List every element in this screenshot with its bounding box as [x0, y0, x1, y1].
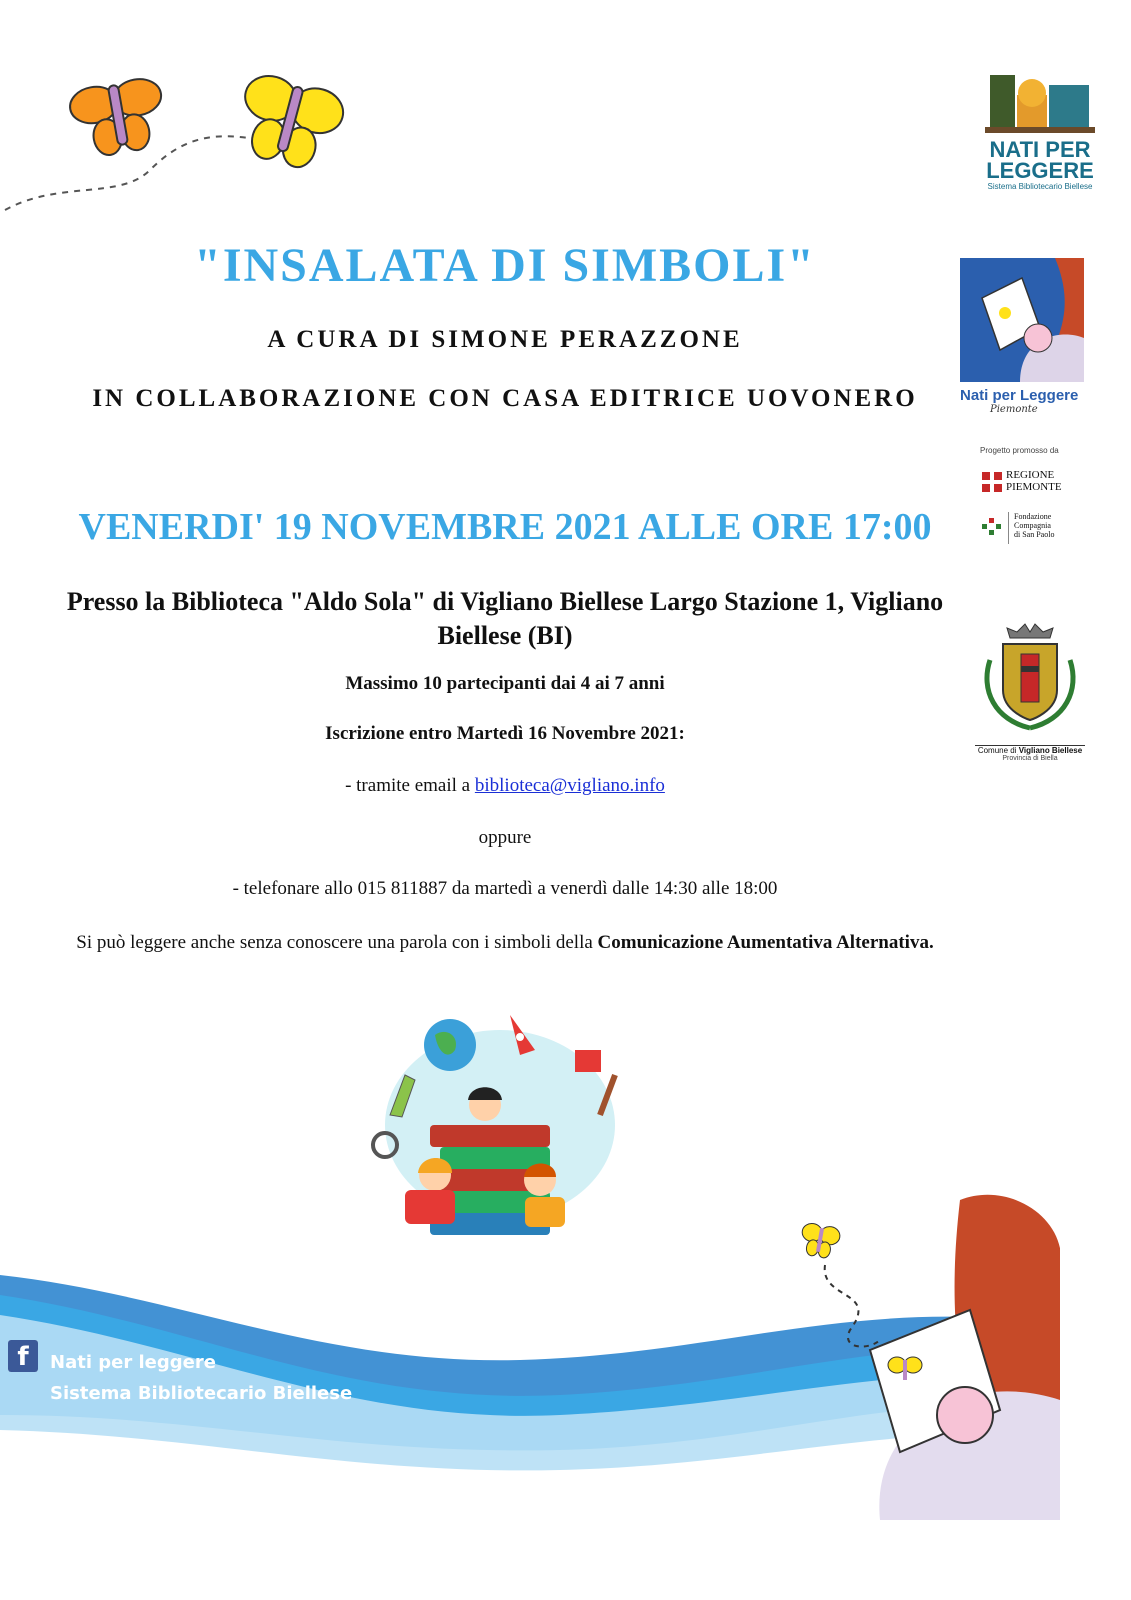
note-plain: Si può leggere anche senza conoscere una parola con i simboli della — [76, 932, 593, 953]
regione-piemonte-logo — [982, 470, 1082, 496]
email-link[interactable]: biblioteca@vigliano.info — [474, 775, 665, 796]
orange-butterfly-icon — [67, 75, 170, 160]
regione-flag-icon — [982, 472, 1002, 492]
facebook-icon[interactable] — [8, 1340, 38, 1372]
mother-reading-illustration — [780, 1190, 1060, 1520]
participants-info: Massimo 10 partecipanti dai 4 ai 7 anni — [345, 673, 665, 694]
baby-head-icon — [937, 1387, 993, 1443]
promoted-label: Progetto promosso da — [980, 446, 1059, 455]
butterflies-decoration — [0, 60, 360, 220]
regione-line1: REGIONE — [1006, 469, 1055, 481]
npl-title-line2: LEGGERE — [986, 158, 1094, 183]
comune-province: Provincia di Biella — [1002, 755, 1058, 762]
email-line — [0, 775, 1010, 797]
yellow-butterfly-icon — [230, 70, 348, 175]
npl-subtitle: Sistema Bibliotecario Biellese — [987, 182, 1093, 191]
nati-per-leggere-logo — [985, 65, 1105, 191]
regione-line2: PIEMONTE — [1006, 481, 1062, 493]
registration-deadline: Iscrizione entro Martedì 16 Novembre 2021: — [325, 723, 685, 744]
or-separator: oppure — [478, 827, 532, 848]
note-paragraph — [40, 930, 970, 956]
note-bold: Comunicazione Aumentativa Alternativa. — [597, 932, 934, 953]
facebook-page-subtitle: Sistema Bibliotecario Biellese — [50, 1383, 353, 1404]
npl-piemonte-script: Piemonte — [990, 404, 1038, 415]
puzzle-icon — [575, 1050, 601, 1072]
books-stack-icon — [985, 65, 1095, 135]
npl-piemonte-label: Nati per Leggere — [960, 387, 1079, 404]
fondazione-line1: Fondazione — [1014, 512, 1052, 521]
event-date: VENERDI' 19 NOVEMBRE 2021 ALLE ORE 17:00 — [78, 506, 932, 548]
comune-label — [975, 745, 1085, 755]
facebook-page-name[interactable]: Nati per leggere — [50, 1352, 216, 1373]
phone-line: - telefonare allo 015 811887 da martedì a venerdì dalle 14:30 alle 18:00 — [232, 878, 778, 899]
email-prefix: - tramite email a — [345, 775, 471, 796]
event-location: Presso la Biblioteca "Aldo Sola" di Vigliano Biellese Largo Stazione 1, Vigliano Biellese (BI) — [66, 587, 944, 650]
fondazione-line2: Compagnia — [1014, 521, 1051, 530]
event-title: "INSALATA DI SIMBOLI" — [194, 239, 816, 292]
facebook-f-glyph: f — [8, 1340, 38, 1372]
curator-line: A CURA DI SIMONE PERAZZONE — [267, 326, 743, 353]
npl-title-line1: NATI PER — [989, 137, 1091, 162]
fondazione-line3: di San Paolo — [1014, 530, 1055, 539]
comune-name: Vigliano Biellese — [1018, 746, 1083, 755]
small-yellow-butterfly-icon — [798, 1222, 841, 1260]
children-reading-illustration — [360, 1005, 640, 1285]
collaboration-line: IN COLLABORAZIONE CON CASA EDITRICE UOVONERO — [92, 385, 918, 412]
comune-prefix: Comune di — [977, 746, 1017, 755]
